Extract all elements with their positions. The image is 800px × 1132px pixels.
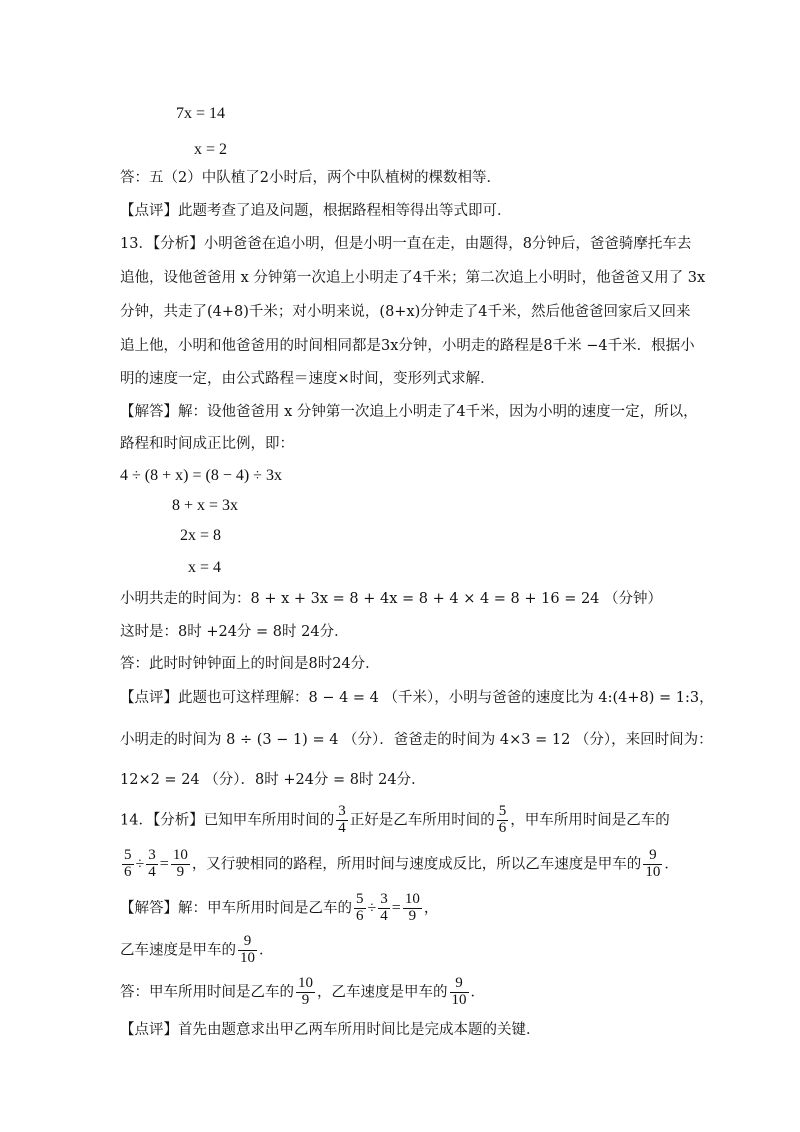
fraction-three-quarters (336, 804, 348, 837)
fraction-numerator: 9 (450, 976, 469, 993)
fraction-denominator: 6 (498, 819, 507, 836)
equation-line: x = 4 (188, 559, 222, 576)
comment-line: 【点评】此题也可这样理解：8 − 4 = 4 （千米），小明与爸爸的速度比为 4:(4+8) = 1:3， (120, 690, 714, 706)
fraction-denominator: 10 (240, 949, 255, 966)
fraction-numerator: 10 (172, 847, 188, 863)
equation-line: 2x = 8 (180, 527, 222, 544)
answer-line: 答：五（2）中队植了2小时后，两个中队植树的棵数相等． (120, 170, 501, 186)
fraction-denominator: 9 (301, 991, 310, 1008)
answer-line: 答：此时时钟钟面上的时间是8时24分． (120, 656, 380, 672)
period: ． (664, 856, 679, 873)
analysis-line: 分钟，共走了(4+8)千米；对小明来说，(8+x)分钟走了4千米，然后他爸爸回家后又回来 (120, 304, 691, 320)
division-sign: ÷ (367, 899, 377, 917)
fraction-numerator: 5 (356, 891, 364, 907)
equation-line: 8 + x = 3x (172, 497, 239, 514)
fraction-numerator: 3 (338, 803, 346, 819)
analysis-line: 13．【分析】小明爸爸在追小明，但是小明一直在走，由题得，8分钟后，爸爸骑摩托车去 (120, 236, 692, 252)
analysis-line: 追他，设他爸爸用 x 分钟第一次追上小明走了4千米；第二次追上小明时，他爸爸又用了 3x (120, 270, 706, 286)
comment-line: 12×2 = 24 （分）．8时 +24分 = 8时 24分． (120, 772, 426, 788)
period: ． (470, 984, 485, 1001)
fraction-three-quarters (146, 848, 158, 881)
equation-line: 4 ÷ (8 + x) = (8 − 4) ÷ 3x (120, 467, 282, 484)
analysis-text: ，又行驶相同的路程，所用时间与速度成反比，所以乙车速度是甲车的 (191, 856, 642, 873)
fraction-denominator: 9 (408, 907, 417, 924)
fraction-five-sixths (354, 892, 366, 925)
analysis-text: ，甲车所用时间是乙车的 (510, 812, 670, 829)
solution-line: 【解答】解：设他爸爸用 x 分钟第一次追上小明走了4千米，因为小明的速度一定，所以， (120, 404, 698, 420)
fraction-five-sixths (122, 848, 134, 881)
answer-text: 答：甲车所用时间是乙车的 (120, 984, 294, 1001)
solution-text: 乙车速度是甲车的 (120, 942, 236, 959)
fraction-numerator: 9 (238, 934, 257, 951)
fraction-nine-tenths (238, 934, 257, 967)
fraction-denominator: 4 (338, 819, 346, 836)
fraction-numerator: 5 (498, 803, 507, 819)
fraction-denominator: 4 (380, 907, 388, 924)
fraction-ten-ninths (403, 892, 422, 925)
analysis-text: 14．【分析】已知甲车所用时间的 (120, 812, 335, 829)
fraction-numerator: 10 (298, 975, 313, 991)
analysis-line: 追上他，小明和他爸爸用的时间相同都是3x分钟，小明走的路程是8千米 −4千米．根据小 (120, 338, 695, 354)
fraction-numerator: 9 (643, 848, 662, 865)
analysis-line (120, 804, 670, 837)
solution-line (120, 892, 438, 925)
comment-line: 【点评】此题考查了追及问题，根据路程相等得出等式即可． (120, 203, 512, 219)
fraction-ten-ninths (171, 848, 190, 881)
fraction-denominator: 6 (124, 863, 132, 880)
answer-text: ，乙车速度是甲车的 (317, 984, 448, 1001)
fraction-numerator: 10 (404, 891, 420, 907)
solution-line (120, 934, 274, 967)
equation-line: 7x = 14 (176, 105, 226, 122)
solution-line: 路程和时间成正比例，即： (120, 436, 294, 452)
fraction-numerator: 3 (380, 891, 388, 907)
fraction-denominator: 9 (176, 863, 185, 880)
fraction-numerator: 5 (124, 847, 132, 863)
analysis-line (120, 848, 679, 881)
comment-line: 小明走的时间为 8 ÷ (3 − 1) = 4 （分）．爸爸走的时间为 4×3 = 12 （分），来回时间为： (120, 732, 713, 748)
solution-line: 小明共走的时间为：8 + x + 3x = 8 + 4x = 8 + 4 × 4 = 8 + 16 = 24 （分钟） (120, 591, 663, 607)
fraction-denominator: 10 (451, 991, 467, 1008)
comma: ， (423, 900, 439, 917)
solution-text: 【解答】解：甲车所用时间是乙车的 (120, 900, 352, 917)
fraction-numerator: 3 (148, 847, 156, 863)
solution-line: 这时是：8时 +24分 = 8时 24分． (120, 624, 349, 640)
analysis-line: 明的速度一定，由公式路程＝速度×时间，变形列式求解． (120, 371, 495, 387)
fraction-ten-ninths (296, 976, 315, 1009)
fraction-denominator: 10 (645, 863, 661, 880)
division-sign: ÷ (135, 855, 145, 873)
fraction-three-quarters (378, 892, 390, 925)
fraction-five-sixths (497, 804, 509, 837)
fraction-denominator: 6 (356, 907, 364, 924)
equation-line: x = 2 (194, 141, 228, 158)
comment-line: 【点评】首先由题意求出甲乙两车所用时间比是完成本题的关键． (120, 1022, 541, 1038)
analysis-text: 正好是乙车所用时间的 (349, 812, 495, 829)
fraction-nine-tenths (450, 976, 469, 1009)
period: ． (259, 942, 274, 959)
fraction-nine-tenths (643, 848, 662, 881)
answer-line (120, 976, 485, 1009)
equals-sign: = (159, 855, 169, 873)
equals-sign: = (391, 899, 401, 917)
fraction-denominator: 4 (148, 863, 156, 880)
